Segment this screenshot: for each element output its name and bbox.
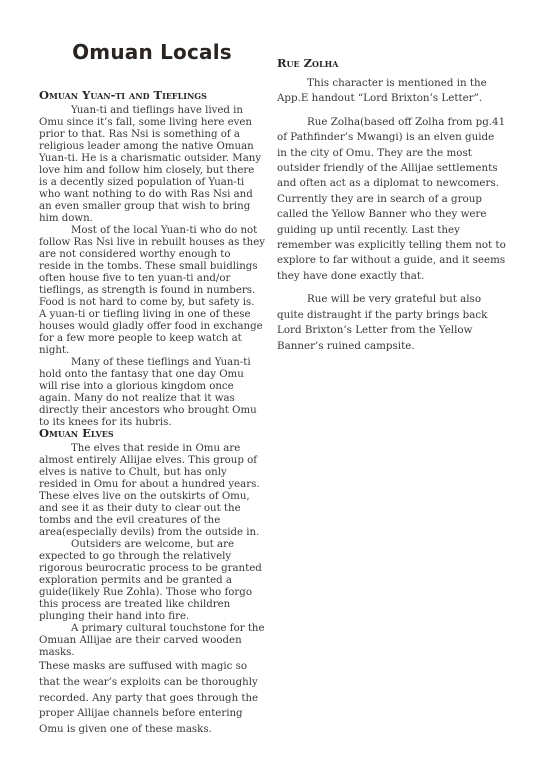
paragraph: Outsiders are welcome, but are expected to go through the relatively rigorous beurocratic process to be granted exploration permits and be granted a guide(likely Rue Zohla). Those who forgo this process are treated like children plunging their hand into fire. bbox=[39, 539, 262, 622]
paragraph: A primary cultural touchstone for the Omuan Allijae are their carved wooden masks. bbox=[39, 623, 265, 658]
section-heading-yuanti: Omuan Yuan-ti and Tieflings bbox=[39, 88, 207, 102]
section-body-elves bbox=[39, 443, 265, 738]
paragraph: Yuan-ti and tieflings have lived in Omu since it’s fall, some living here even prior to that. Ras Nsi is something of a religious leader among the native Omuan Yuan-ti. He is a charismatic outsider. Many love him and follow him closely, but there is a decently sized population of Yuan-ti who want nothing to do with Ras Nsi and an even smaller group that wish to bring him down. bbox=[39, 105, 262, 224]
page-title: Omuan Locals bbox=[72, 40, 232, 64]
paragraph: Rue Zolha(based off Zolha from pg.41 of Pathfinder’s Mwangi) is an elven guide in the city of Omu. They are the most outsider friendly of the Allijae settlements and often act as a diplomat to newcomers. Currently they are in search of a group called the Yellow Banner who they were guiding up until recently. Last they remember was explicitly telling them not to explore to far without a guide, and it seems they have done exactly that. bbox=[277, 115, 506, 282]
paragraph: Rue will be very grateful but also quite distraught if the party brings back Lord Brixton’s Letter from the Yellow Banner’s ruined campsite. bbox=[277, 293, 488, 352]
paragraph: The elves that reside in Omu are almost entirely Allijae elves. This group of elves is native to Chult, but has only resided in Omu for about a hundred years. These elves live on the outskirts of Omu, and see it as their duty to clear out the tombs and the evil creatures of the area(especially devils) from the outside in. bbox=[39, 443, 260, 538]
section-body-yuanti bbox=[39, 105, 265, 429]
section-heading-elves: Omuan Elves bbox=[39, 426, 114, 440]
paragraph: This character is mentioned in the App.E handout “Lord Brixton’s Letter”. bbox=[277, 77, 487, 105]
paragraph: Many of these tieflings and Yuan-ti hold onto the fantasy that one day Omu will rise into a glorious kingdom once again. Many do not realize that it was directly their ancestors who brought Omu to its knees for its hubris. bbox=[39, 357, 257, 428]
section-heading-rue: Rue Zolha bbox=[277, 56, 339, 70]
section-body-rue bbox=[277, 76, 507, 354]
paragraph: These masks are suffused with magic so that the wear’s exploits can be thoroughly recorded. Any party that goes through the proper Allijae channels before entering Omu is given one of these masks. bbox=[39, 661, 259, 736]
paragraph: Most of the local Yuan-ti who do not follow Ras Nsi live in rebuilt houses as they are not considered worthy enough to reside in the tombs. These small buidlings often house five to ten yuan-ti and/or tieflings, as strength is found in numbers. Food is not hard to come by, but safety is. A yuan-ti or tiefling living in one of these houses would gladly offer food in exchange for a few more people to keep watch at night. bbox=[39, 225, 265, 356]
